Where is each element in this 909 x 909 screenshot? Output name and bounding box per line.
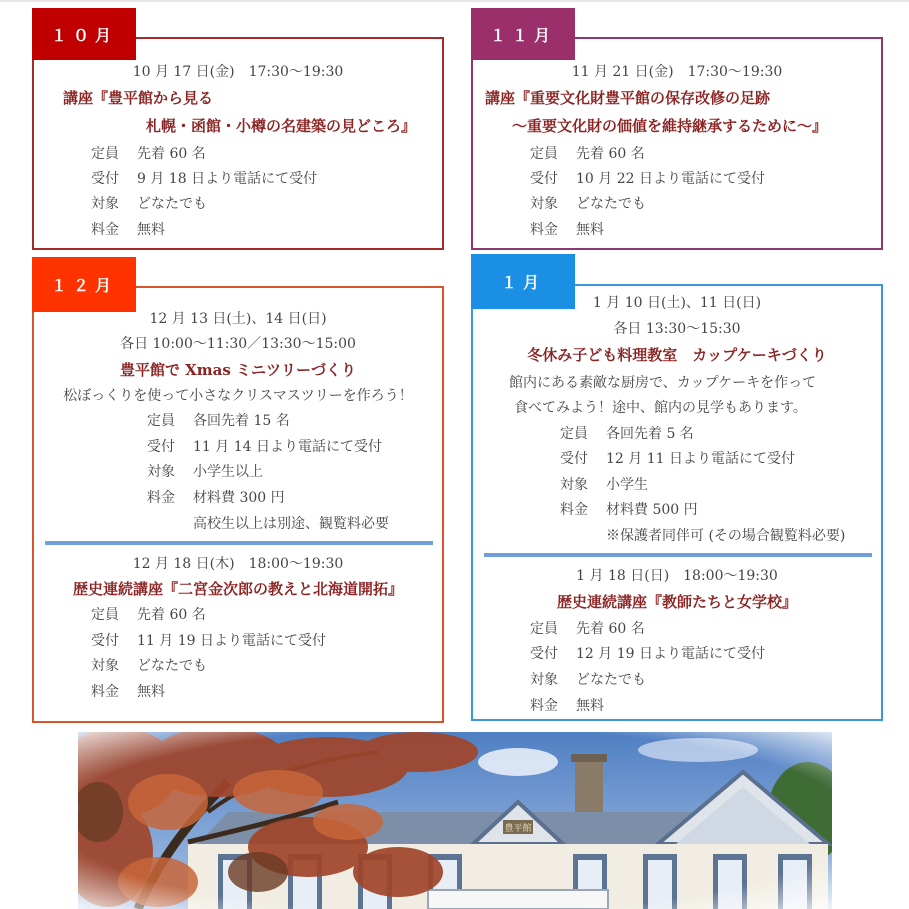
january-event2-title: 歴史連続講座『教師たちと女学校』 bbox=[556, 593, 797, 611]
january-event1-desc-1: 館内にある素敵な厨房で、カップケーキを作って bbox=[509, 375, 817, 391]
row-value: 無料 bbox=[137, 222, 165, 238]
row-key: 料金 bbox=[530, 698, 558, 714]
november-date: 11 月 21 日(金) 17:30～19:30 bbox=[571, 64, 783, 80]
january-event1-desc-2: 食べてみよう！途中、館内の見学もあります。 bbox=[514, 400, 807, 416]
december-event2-row-reception bbox=[91, 632, 326, 650]
january-event1-time: 各日 13:30～15:30 bbox=[613, 321, 741, 337]
november-row-fee bbox=[530, 221, 604, 239]
december-event1-note: 高校生以上は別途、観覧料必要 bbox=[193, 516, 389, 532]
row-key: 料金 bbox=[91, 684, 119, 700]
top-border bbox=[0, 0, 909, 2]
row-key: 対象 bbox=[530, 672, 558, 688]
january-divider bbox=[484, 553, 872, 557]
row-value: 小学生以上 bbox=[193, 464, 263, 480]
november-row-reception bbox=[530, 170, 765, 188]
row-key: 受付 bbox=[91, 633, 119, 649]
building-photo bbox=[78, 732, 832, 909]
october-date: 10 月 17 日(金) 17:30～19:30 bbox=[132, 64, 344, 80]
december-tab: １２月 bbox=[32, 257, 136, 312]
january-event2-row-fee bbox=[530, 697, 604, 715]
row-value: 9 月 18 日より電話にて受付 bbox=[137, 171, 318, 187]
january-event1-note: ※保護者同伴可 (その場合観覧料必要) bbox=[606, 528, 846, 544]
december-event1-row-target bbox=[147, 463, 263, 481]
row-key: 対象 bbox=[147, 464, 175, 480]
october-title-line-1: 講座『豊平館から見る bbox=[63, 89, 214, 107]
row-value: 10 月 22 日より電話にて受付 bbox=[576, 171, 765, 187]
november-title-line-2: ～重要文化財の価値を維持継承するために～』 bbox=[512, 117, 828, 135]
row-value: 先着 60 名 bbox=[576, 146, 645, 162]
row-value: 12 月 19 日より電話にて受付 bbox=[576, 646, 765, 662]
row-key: 定員 bbox=[530, 146, 558, 162]
november-row-target bbox=[530, 195, 646, 213]
november-tab: １１月 bbox=[471, 8, 575, 60]
row-value: 無料 bbox=[576, 698, 604, 714]
row-key: 受付 bbox=[147, 439, 175, 455]
january-event2-row-reception bbox=[530, 645, 765, 663]
row-value: どなたでも bbox=[576, 672, 646, 688]
october-title-line-2: 札幌・函館・小樽の名建築の見どころ』 bbox=[146, 117, 417, 135]
row-value: 無料 bbox=[137, 684, 165, 700]
october-row-fee bbox=[91, 221, 165, 239]
december-event2-row-capacity bbox=[91, 606, 206, 624]
row-value: 先着 60 名 bbox=[137, 146, 206, 162]
january-event1-row-capacity bbox=[560, 425, 694, 443]
december-divider bbox=[45, 541, 433, 545]
row-value: 小学生 bbox=[606, 477, 648, 493]
january-event1-title: 冬休み子ども料理教室 カップケーキづくり bbox=[527, 346, 827, 364]
row-key: 対象 bbox=[91, 196, 119, 212]
january-event2-row-target bbox=[530, 671, 646, 689]
december-event1-row-reception bbox=[147, 438, 382, 456]
row-key: 料金 bbox=[147, 490, 175, 506]
january-tab: １月 bbox=[471, 254, 575, 309]
row-value: 11 月 14 日より電話にて受付 bbox=[193, 439, 382, 455]
october-tab: １０月 bbox=[32, 8, 136, 60]
january-event1-row-fee bbox=[560, 501, 698, 519]
january-event1-row-target bbox=[560, 476, 648, 494]
row-key: 定員 bbox=[91, 607, 119, 623]
row-key: 定員 bbox=[560, 426, 588, 442]
january-event1-date: 1 月 10 日(土)、11 日(日) bbox=[592, 295, 762, 311]
row-key: 受付 bbox=[91, 171, 119, 187]
row-value: どなたでも bbox=[137, 658, 207, 674]
december-event1-date: 12 月 13 日(土)、14 日(日) bbox=[149, 311, 327, 327]
december-event1-title: 豊平館で Xmas ミニツリーづくり bbox=[119, 361, 357, 379]
october-row-capacity bbox=[91, 145, 206, 163]
row-key: 受付 bbox=[560, 451, 588, 467]
row-value: 各回先着 15 名 bbox=[193, 413, 290, 429]
row-value: 11 月 19 日より電話にて受付 bbox=[137, 633, 326, 649]
row-key: 受付 bbox=[530, 646, 558, 662]
row-key: 受付 bbox=[530, 171, 558, 187]
january-event1-row-reception bbox=[560, 450, 795, 468]
row-value: 12 月 11 日より電話にて受付 bbox=[606, 451, 795, 467]
row-key: 料金 bbox=[91, 222, 119, 238]
december-event2-title: 歴史連続講座『二宮金次郎の教えと北海道開拓』 bbox=[72, 580, 403, 598]
december-event1-row-fee bbox=[147, 489, 285, 507]
row-key: 定員 bbox=[91, 146, 119, 162]
row-key: 料金 bbox=[560, 502, 588, 518]
november-title-line-1: 講座『重要文化財豊平館の保存改修の足跡 bbox=[485, 89, 771, 107]
row-value: 材料費 500 円 bbox=[606, 502, 698, 518]
december-event1-desc: 松ぼっくりを使って小さなクリスマスツリーを作ろう！ bbox=[63, 388, 413, 404]
row-value: 無料 bbox=[576, 222, 604, 238]
december-event2-row-target bbox=[91, 657, 207, 675]
december-event2-date: 12 月 18 日(木) 18:00～19:30 bbox=[132, 556, 344, 572]
november-row-capacity bbox=[530, 145, 645, 163]
row-key: 定員 bbox=[147, 413, 175, 429]
row-value: 各回先着 5 名 bbox=[606, 426, 694, 442]
december-event1-row-capacity bbox=[147, 412, 290, 430]
october-row-reception bbox=[91, 170, 317, 188]
row-key: 対象 bbox=[560, 477, 588, 493]
december-event1-time: 各日 10:00～11:30／13:30～15:00 bbox=[120, 336, 356, 352]
row-value: どなたでも bbox=[576, 196, 646, 212]
january-event2-row-capacity bbox=[530, 620, 645, 638]
row-key: 定員 bbox=[530, 621, 558, 637]
row-value: 材料費 300 円 bbox=[193, 490, 285, 506]
december-event2-row-fee bbox=[91, 683, 165, 701]
row-key: 料金 bbox=[530, 222, 558, 238]
row-value: 先着 60 名 bbox=[137, 607, 206, 623]
january-event2-date: 1 月 18 日(日) 18:00～19:30 bbox=[576, 568, 778, 584]
row-value: どなたでも bbox=[137, 196, 207, 212]
row-value: 先着 60 名 bbox=[576, 621, 645, 637]
row-key: 対象 bbox=[530, 196, 558, 212]
october-row-target bbox=[91, 195, 207, 213]
row-key: 対象 bbox=[91, 658, 119, 674]
